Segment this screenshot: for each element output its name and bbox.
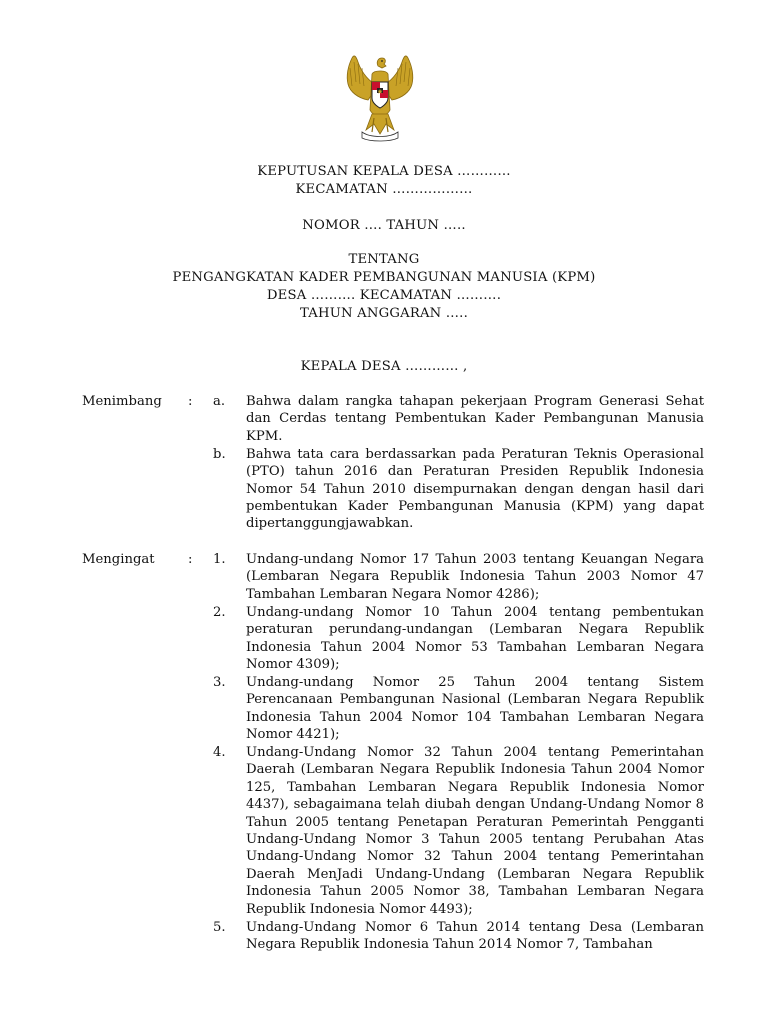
item-number: b. [213,446,226,462]
item-number: 1. [213,552,226,567]
mengingat-label: Mengingat [82,552,155,567]
item-text: Undang-Undang Nomor 6 Tahun 2014 tentang Desa (Lembaran Negara Republik Indonesia Tahun 2014 Nomor 7, Tambahan [246,919,704,952]
menimbang-section [0,393,768,533]
mengingat-colon: : [188,552,193,567]
decree-subject-line2: DESA ………. KECAMATAN ………. [266,288,502,303]
item-number: 4. [213,744,226,760]
decree-title-line1: KEPUTUSAN KEPALA DESA ………… [257,164,511,179]
item-text: Undang-undang Nomor 25 Tahun 2004 tentang Sistem Perencanaan Pembangunan Nasional (Lembaran Negara Republik Indonesia Tahun 2004 Nomor 104 Tambahan Lembaran Negara Nomor 4421); [246,674,704,743]
mengingat-section [0,551,768,953]
decree-tentang: TENTANG [348,252,420,267]
decree-subject-line3: TAHUN ANGGARAN ….. [300,306,468,321]
mengingat-item [0,919,768,954]
menimbang-label: Menimbang [82,394,162,409]
decree-number [0,217,768,235]
item-text: Bahwa tata cara berdassarkan pada Peraturan Teknis Operasional (PTO) tahun 2016 dan Peraturan Presiden Republik Indonesia Nomor 54 Tahun 2010 disempurnakan dengan dengan hasil dari pembentukan Kader Pembangunan Manusia (KPM) yang dapat dipertanggungjawabkan. [246,446,704,532]
garuda-emblem-icon [340,52,420,144]
mengingat-item [0,744,768,918]
item-text: Undang-undang Nomor 10 Tahun 2004 tentang pembentukan peraturan perundang-undangan (Lembaran Negara Republik Indonesia Tahun 2004 Nomor 53 Tambahan Lembaran Negara Nomor 4309); [246,604,704,672]
item-text: Undang-Undang Nomor 32 Tahun 2004 tentang Pemerintahan Daerah (Lembaran Negara Republik Indonesia Tahun 2004 Nomor 125, Tambahan Lembaran Negara Republik Indonesia Nomor 4437), sebagaimana telah diubah dengan Undang-Undang Nomor 8 Tahun 2005 tentang Penetapan Peraturan Pemerintah Pengganti Undang-Undang Nomor 3 Tahun 2005 tentang Perubahan Atas Undang-Undang Nomor 32 Tahun 2004 tentang Pemerintahan Daerah MenJadi Undang-Undang (Lembaran Negara Republik Indonesia Tahun 2005 Nomor 38, Tambahan Lembaran Negara Republik Indonesia Nomor 4493); [246,744,704,917]
item-text: Bahwa dalam rangka tahapan pekerjaan Program Generasi Sehat dan Cerdas tentang Pembentukan Kader Pembangunan Manusia KPM. [246,394,704,444]
mengingat-item [0,551,768,603]
mengingat-item [0,604,768,674]
item-number: 5. [213,919,226,935]
decree-subject [0,251,768,323]
menimbang-item [0,446,768,533]
decree-title-line2: KECAMATAN ……………… [295,182,473,197]
item-number: a. [213,394,226,409]
item-number: 2. [213,604,226,620]
decree-subject-line1: PENGANGKATAN KADER PEMBANGUNAN MANUSIA (KPM) [172,270,596,285]
decree-heading [0,163,768,199]
kepala-desa-text: KEPALA DESA ………… , [300,359,468,374]
mengingat-item [0,674,768,744]
decree-number-text: NOMOR …. TAHUN ….. [302,218,466,233]
kepala-desa-heading [0,358,768,376]
menimbang-item [0,393,768,445]
menimbang-colon: : [188,394,193,409]
item-number: 3. [213,674,226,690]
item-text: Undang-undang Nomor 17 Tahun 2003 tentang Keuangan Negara (Lembaran Negara Republik Indonesia Tahun 2003 Nomor 47 Tambahan Lembaran Negara Nomor 4286); [246,552,704,602]
